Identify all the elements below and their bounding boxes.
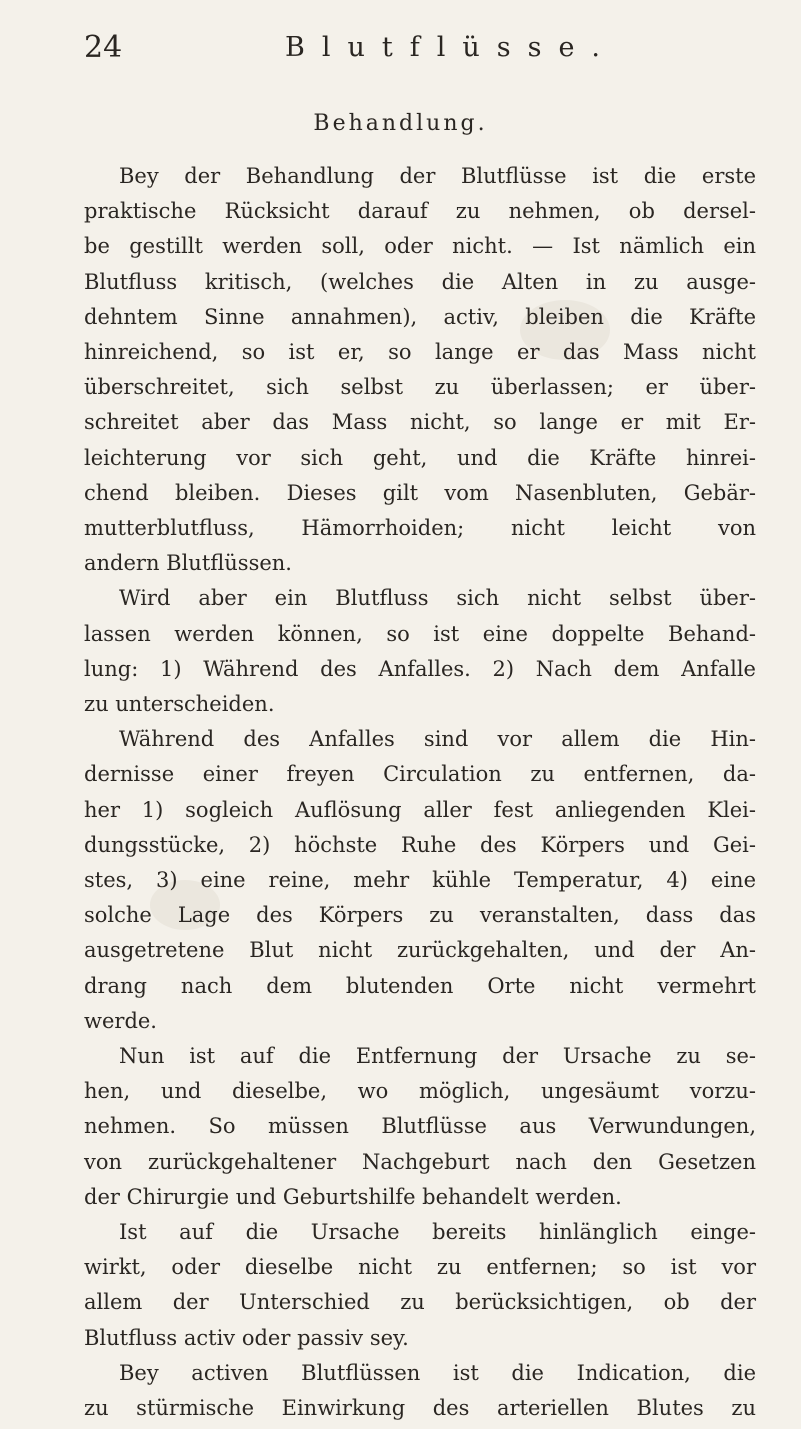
text-line: drang nach dem blutenden Orte nicht vermehrt — [84, 973, 756, 998]
text-line: Während des Anfalles sind vor allem die Hin- — [119, 727, 756, 752]
text-line: zu stürmische Einwirkung des arteriellen Blutes zu — [84, 1396, 756, 1420]
text-line: her 1) sogleich Auflösung aller fest anliegenden Klei- — [84, 797, 756, 822]
running-title: Blutflüsse. — [285, 32, 618, 63]
text-line: Blutfluss activ oder passiv sey. — [84, 1325, 409, 1350]
text-line: dernisse einer freyen Circulation zu entfernen, da- — [84, 762, 756, 787]
text-line: allem der Unterschied zu berücksichtigen, ob der — [84, 1290, 756, 1315]
text-line: solche Lage des Körpers zu veranstalten, dass das — [84, 903, 756, 928]
text-line: leichterung vor sich geht, und die Kräfte hinrei- — [84, 445, 756, 470]
running-head — [0, 28, 801, 68]
text-line: Bey activen Blutflüssen ist die Indication, die — [119, 1360, 756, 1385]
text-line: hinreichend, so ist er, so lange er das Mass nicht — [84, 340, 756, 364]
text-line: schreitet aber das Mass nicht, so lange er mit Er- — [84, 410, 756, 435]
text-line: Bey der Behandlung der Blutflüsse ist die erste — [119, 164, 756, 188]
text-line: wirkt, oder dieselbe nicht zu entfernen; so ist vor — [84, 1255, 756, 1280]
text-line: mutterblutfluss, Hämorrhoiden; nicht leicht von — [84, 516, 756, 540]
text-line: Wird aber ein Blutfluss sich nicht selbst über- — [119, 586, 756, 611]
text-line: ausgetretene Blut nicht zurückgehalten, und der An- — [84, 938, 756, 963]
text-line: dungsstücke, 2) höchste Ruhe des Körpers und Gei- — [84, 832, 756, 857]
text-line: der Chirurgie und Geburtshilfe behandelt werden. — [84, 1184, 622, 1209]
text-line: lung: 1) Während des Anfalles. 2) Nach dem Anfalle — [84, 656, 756, 681]
section-heading: Behandlung. — [313, 111, 488, 136]
text-line: stes, 3) eine reine, mehr kühle Temperatur, 4) eine — [84, 868, 756, 892]
text-line: praktische Rücksicht darauf zu nehmen, ob dersel- — [84, 199, 756, 224]
text-line: andern Blutflüssen. — [84, 551, 292, 576]
text-line: chend bleiben. Dieses gilt vom Nasenbluten, Gebär- — [84, 480, 756, 505]
text-line: nehmen. So müssen Blutflüsse aus Verwundungen, — [84, 1114, 756, 1139]
text-line: Blutfluss kritisch, (welches die Alten in zu ausge- — [84, 269, 756, 294]
text-line: lassen werden können, so ist eine doppelte Behand- — [84, 621, 756, 646]
text-line: Nun ist auf die Entfernung der Ursache zu se- — [119, 1044, 756, 1068]
text-line: dehntem Sinne annahmen), activ, bleiben die Kräfte — [84, 304, 756, 329]
text-line: von zurückgehaltener Nachgeburt nach den Gesetzen — [84, 1149, 756, 1174]
text-line: überschreitet, sich selbst zu überlassen; er über- — [84, 375, 756, 400]
text-line: be gestillt werden soll, oder nicht. — Ist nämlich ein — [84, 234, 756, 259]
text-line: Ist auf die Ursache bereits hinlänglich einge- — [119, 1220, 756, 1244]
text-line: zu unterscheiden. — [84, 692, 275, 716]
text-line: werde. — [84, 1008, 157, 1033]
page-number: 24 — [84, 30, 123, 65]
text-line: hen, und dieselbe, wo möglich, ungesäumt vorzu- — [84, 1079, 756, 1104]
